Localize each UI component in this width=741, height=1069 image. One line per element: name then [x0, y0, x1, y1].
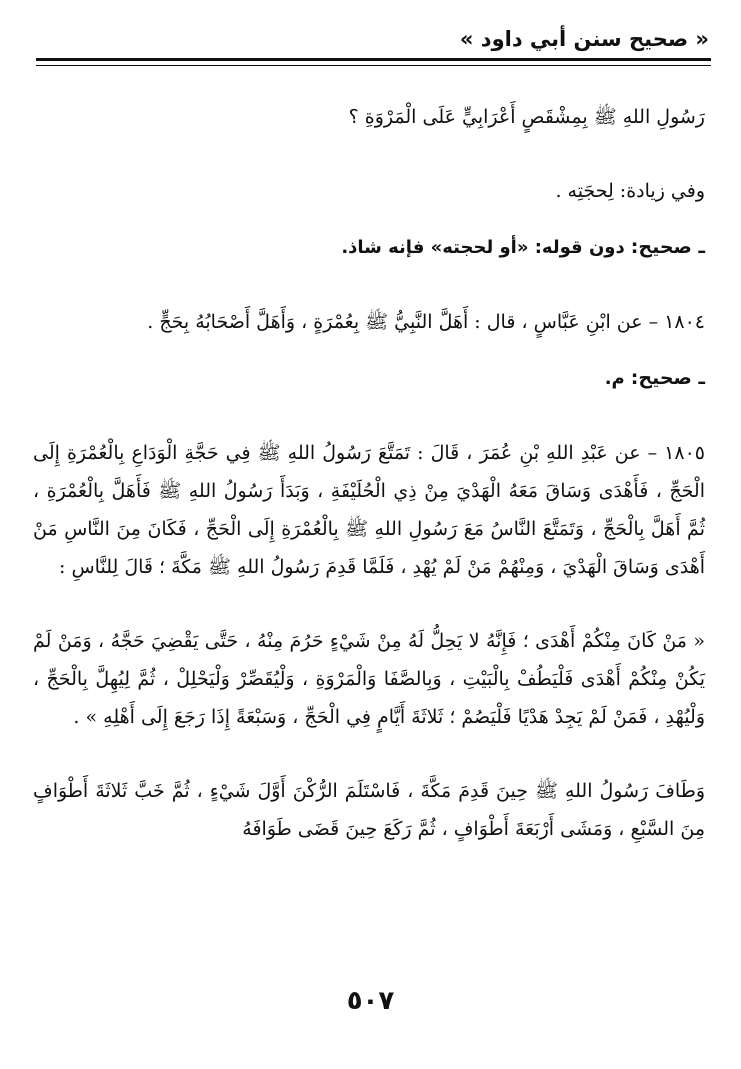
hadith-1805-continuation: وَطَافَ رَسُولُ اللهِ ﷺ حِينَ قَدِمَ مَكَّةَ ، فَاسْتَلَمَ الرُّكْنَ أَوَّلَ شَيْءٍ ، ثُمَّ خَبَّ ثَلاثَةَ أَطْوَافٍ مِنَ السَّبْعِ ، وَمَشَى أَرْبَعَةَ أَطْوَافٍ ، ثُمَّ رَكَعَ حِينَ قَضَى طَوَافَهُ — [33, 780, 705, 840]
grading-line-2 — [33, 359, 705, 398]
running-header — [0, 24, 711, 54]
grading-label: ـ صحيح: — [630, 236, 705, 258]
page-number: ٥٠٧ — [346, 986, 395, 1016]
page-body — [33, 98, 705, 848]
hadith-1805-quote: « مَنْ كَانَ مِنْكُمْ أَهْدَى ؛ فَإِنَّهُ لا يَحِلُّ لَهُ مِنْ شَيْءٍ حَرُمَ مِنْهُ ، حَتَّى يَقْضِيَ حَجَّهُ ، وَمَنْ لَمْ يَكُنْ مِنْكُمْ أَهْدَى فَلْيَطُفْ بِالْبَيْتِ ، وَبِالصَّفَا وَالْمَرْوَةِ ، وَلْيُقَصِّرْ وَلْيَحْلِلْ ، ثُمَّ لِيُهِلَّ بِالْحَجِّ ، وَلْيُهْدِ ، فَمَنْ لَمْ يَجِدْ هَدْيًا فَلْيَصُمْ ؛ ثَلاثَةَ أَيَّامٍ فِي الْحَجِّ ، وَسَبْعَةً إِذَا رَجَعَ إِلَى أَهْلِهِ » . — [33, 630, 705, 728]
grading-label: ـ صحيح: — [630, 367, 705, 389]
header-rule — [36, 58, 711, 66]
grading-line-1 — [33, 228, 705, 267]
paragraph-continuation: رَسُولِ اللهِ ﷺ بِمِشْقَصٍ أَعْرَابِيٍّ عَلَى الْمَرْوَةِ ؟ — [348, 106, 705, 128]
hadith-1804: ١٨٠٤ – عن ابْنِ عَبَّاسٍ ، قال : أَهَلَّ النَّبِيُّ ﷺ بِعُمْرَةٍ ، وَأَهَلَّ أَصْحَابُهُ بِحَجٍّ . — [147, 311, 705, 333]
paragraph-variant-note: وفي زيادة: لِحجَتِه . — [555, 180, 705, 202]
hadith-1805: ١٨٠٥ – عن عَبْدِ اللهِ بْنِ عُمَرَ ، قَالَ : تَمَتَّعَ رَسُولُ اللهِ ﷺ فِي حَجَّةِ الْوَدَاعِ بِالْعُمْرَةِ إِلَى الْحَجِّ ، فَأَهْدَى وَسَاقَ مَعَهُ الْهَدْيَ مِنْ ذِي الْحُلَيْفَةِ ، وَبَدَأَ رَسُولُ اللهِ ﷺ فَأَهَلَّ بِالْعُمْرَةِ ، ثُمَّ أَهَلَّ بِالْحَجِّ ، وَتَمَتَّعَ النَّاسُ مَعَ رَسُولِ اللهِ ﷺ بِالْعُمْرَةِ إِلَى الْحَجِّ ، فَكَانَ مِنَ النَّاسِ مَنْ أَهْدَى وَسَاقَ الْهَدْيَ ، وَمِنْهُمْ مَنْ لَمْ يُهْدِ ، فَلَمَّا قَدِمَ رَسُولُ اللهِ ﷺ مَكَّةَ ؛ قَالَ لِلنَّاسِ : — [33, 442, 705, 578]
grading-text: دون قوله: «أو لحجته» فإنه شاذ. — [341, 237, 625, 258]
book-title: « صحيح سنن أبي داود » — [459, 27, 709, 51]
grading-text: م. — [604, 368, 625, 389]
